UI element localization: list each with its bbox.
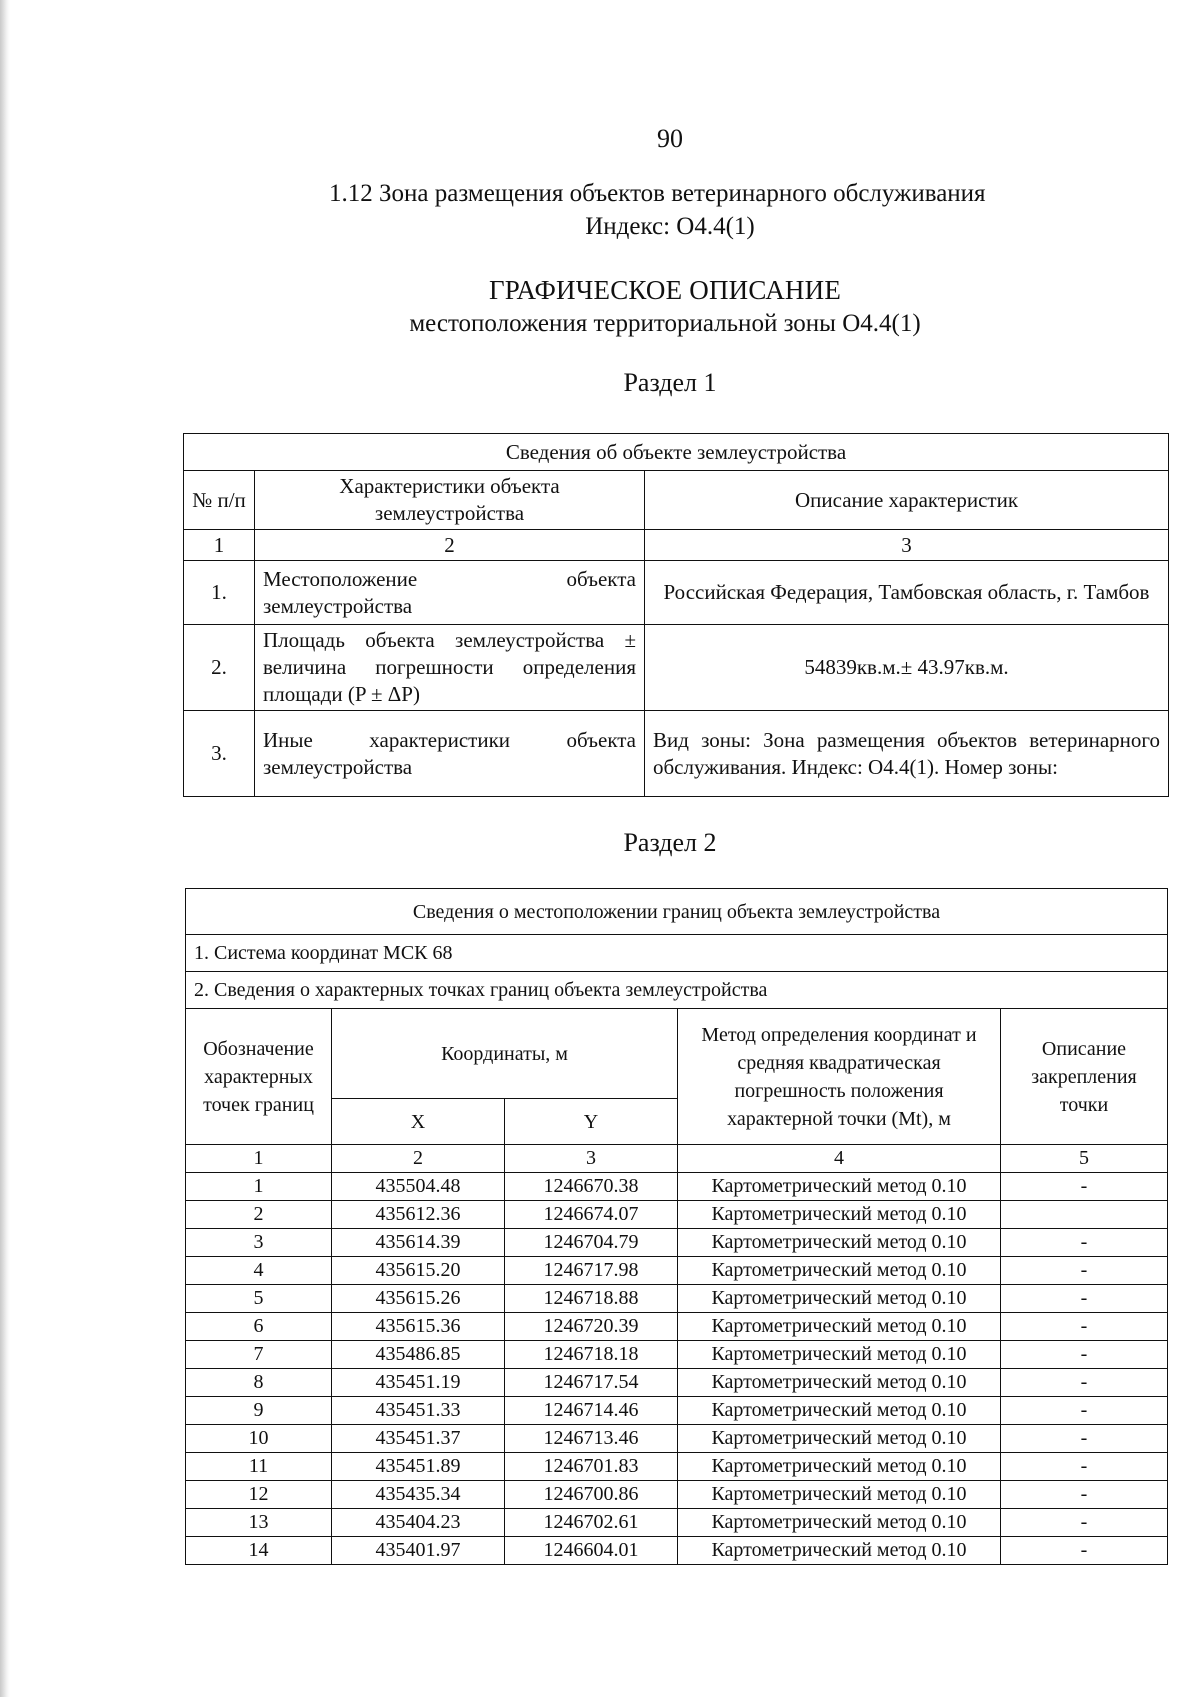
document-subtitle: местоположения территориальной зоны О4.4(1) xyxy=(409,310,921,337)
point-method: Картометрический метод 0.10 xyxy=(678,1397,1001,1425)
table-row xyxy=(186,1285,1168,1313)
header-y: Y xyxy=(505,1099,678,1145)
point-id: 13 xyxy=(186,1509,332,1537)
point-id: 4 xyxy=(186,1257,332,1285)
table-row xyxy=(186,1481,1168,1509)
point-id: 8 xyxy=(186,1369,332,1397)
coordinate-system: 1. Система координат МСК 68 xyxy=(186,935,1168,972)
point-y: 1246700.86 xyxy=(505,1481,678,1509)
point-fixing: - xyxy=(1001,1313,1168,1341)
point-method: Картометрический метод 0.10 xyxy=(678,1201,1001,1229)
point-fixing: - xyxy=(1001,1257,1168,1285)
point-fixing: - xyxy=(1001,1369,1168,1397)
point-y: 1246702.61 xyxy=(505,1509,678,1537)
table-row xyxy=(186,1257,1168,1285)
point-method: Картометрический метод 0.10 xyxy=(678,1425,1001,1453)
header-coordinates: Координаты, м xyxy=(332,1009,678,1099)
row-description: Вид зоны: Зона размещения объектов ветеринарного обслуживания. Индекс: О4.4(1). Номер зоны: xyxy=(645,711,1169,797)
point-method: Картометрический метод 0.10 xyxy=(678,1229,1001,1257)
table-row xyxy=(186,1369,1168,1397)
point-fixing xyxy=(1001,1201,1168,1229)
point-x: 435486.85 xyxy=(332,1341,505,1369)
table-row xyxy=(186,1509,1168,1537)
document-title: ГРАФИЧЕСКОЕ ОПИСАНИЕ xyxy=(488,275,842,305)
point-fixing: - xyxy=(1001,1229,1168,1257)
row-number: 1. xyxy=(184,561,255,625)
point-fixing: - xyxy=(1001,1285,1168,1313)
point-x: 435451.37 xyxy=(332,1425,505,1453)
point-fixing: - xyxy=(1001,1425,1168,1453)
row-characteristic: Иные характеристики объекта землеустройства xyxy=(255,711,645,797)
table-caption: Сведения о местоположении границ объекта землеустройства xyxy=(186,889,1168,935)
table-row xyxy=(186,1173,1168,1201)
table-row xyxy=(184,561,1169,625)
table-row xyxy=(186,1425,1168,1453)
header-num: № п/п xyxy=(184,471,255,530)
table-caption: Сведения об объекте землеустройства xyxy=(184,434,1169,471)
table-row xyxy=(186,1453,1168,1481)
point-id: 5 xyxy=(186,1285,332,1313)
point-method: Картометрический метод 0.10 xyxy=(678,1173,1001,1201)
point-id: 6 xyxy=(186,1313,332,1341)
points-caption: 2. Сведения о характерных точках границ объекта землеустройства xyxy=(186,972,1168,1009)
section-2-title: Раздел 2 xyxy=(623,828,717,857)
point-y: 1246720.39 xyxy=(505,1313,678,1341)
point-method: Картометрический метод 0.10 xyxy=(678,1481,1001,1509)
point-fixing: - xyxy=(1001,1481,1168,1509)
point-x: 435614.39 xyxy=(332,1229,505,1257)
point-method: Картометрический метод 0.10 xyxy=(678,1537,1001,1565)
row-number: 2. xyxy=(184,625,255,711)
point-x: 435451.33 xyxy=(332,1397,505,1425)
point-y: 1246670.38 xyxy=(505,1173,678,1201)
table-row xyxy=(186,1537,1168,1565)
row-characteristic: Площадь объекта землеустройства ± величина погрешности определения площади (P ± ΔP) xyxy=(255,625,645,711)
point-y: 1246674.07 xyxy=(505,1201,678,1229)
point-id: 9 xyxy=(186,1397,332,1425)
boundary-points-table xyxy=(185,888,1168,1565)
point-x: 435615.20 xyxy=(332,1257,505,1285)
row-description: 54839кв.м.± 43.97кв.м. xyxy=(645,625,1169,711)
point-x: 435615.26 xyxy=(332,1285,505,1313)
point-id: 11 xyxy=(186,1453,332,1481)
row-description: Российская Федерация, Тамбовская область, г. Тамбов xyxy=(645,561,1169,625)
point-method: Картометрический метод 0.10 xyxy=(678,1453,1001,1481)
point-fixing: - xyxy=(1001,1453,1168,1481)
header-description: Описание характеристик xyxy=(645,471,1169,530)
row-number: 3. xyxy=(184,711,255,797)
point-fixing: - xyxy=(1001,1173,1168,1201)
column-number: 2 xyxy=(332,1145,505,1173)
column-number: 3 xyxy=(505,1145,678,1173)
point-y: 1246718.18 xyxy=(505,1341,678,1369)
land-object-info-table xyxy=(183,433,1169,797)
point-fixing: - xyxy=(1001,1537,1168,1565)
point-method: Картометрический метод 0.10 xyxy=(678,1285,1001,1313)
column-number: 2 xyxy=(255,530,645,561)
point-fixing: - xyxy=(1001,1509,1168,1537)
header-designation: Обозначение характерных точек границ xyxy=(186,1009,332,1145)
row-characteristic: Местоположение объекта землеустройства xyxy=(255,561,645,625)
column-number: 1 xyxy=(186,1145,332,1173)
table-row xyxy=(186,1397,1168,1425)
point-y: 1246717.54 xyxy=(505,1369,678,1397)
header-x: X xyxy=(332,1099,505,1145)
header-characteristics: Характеристики объекта землеустройства xyxy=(255,471,645,530)
point-x: 435504.48 xyxy=(332,1173,505,1201)
column-numbers-row xyxy=(186,1145,1168,1173)
point-id: 2 xyxy=(186,1201,332,1229)
table-row xyxy=(186,1313,1168,1341)
header-method: Метод определения координат и средняя квадратическая погрешность положения характерной точки (Mt), м xyxy=(678,1009,1001,1145)
header-fixing: Описание закрепления точки xyxy=(1001,1009,1168,1145)
point-id: 7 xyxy=(186,1341,332,1369)
point-x: 435451.89 xyxy=(332,1453,505,1481)
point-method: Картометрический метод 0.10 xyxy=(678,1313,1001,1341)
point-x: 435401.97 xyxy=(332,1537,505,1565)
point-y: 1246714.46 xyxy=(505,1397,678,1425)
column-number: 5 xyxy=(1001,1145,1168,1173)
zone-heading: 1.12 Зона размещения объектов ветеринарного обслуживания xyxy=(329,180,986,207)
table-row xyxy=(186,1341,1168,1369)
point-x: 435615.36 xyxy=(332,1313,505,1341)
table-row xyxy=(186,1229,1168,1257)
point-x: 435612.36 xyxy=(332,1201,505,1229)
point-method: Картометрический метод 0.10 xyxy=(678,1257,1001,1285)
point-y: 1246701.83 xyxy=(505,1453,678,1481)
point-x: 435451.19 xyxy=(332,1369,505,1397)
point-id: 12 xyxy=(186,1481,332,1509)
column-number: 3 xyxy=(645,530,1169,561)
point-id: 14 xyxy=(186,1537,332,1565)
table-row xyxy=(184,625,1169,711)
point-y: 1246704.79 xyxy=(505,1229,678,1257)
point-fixing: - xyxy=(1001,1397,1168,1425)
point-method: Картометрический метод 0.10 xyxy=(678,1509,1001,1537)
point-y: 1246604.01 xyxy=(505,1537,678,1565)
zone-index: Индекс: О4.4(1) xyxy=(585,213,755,240)
point-id: 1 xyxy=(186,1173,332,1201)
column-number: 1 xyxy=(184,530,255,561)
point-x: 435435.34 xyxy=(332,1481,505,1509)
table-row xyxy=(186,1201,1168,1229)
column-number: 4 xyxy=(678,1145,1001,1173)
point-method: Картометрический метод 0.10 xyxy=(678,1341,1001,1369)
point-y: 1246717.98 xyxy=(505,1257,678,1285)
point-y: 1246718.88 xyxy=(505,1285,678,1313)
point-y: 1246713.46 xyxy=(505,1425,678,1453)
page-number: 90 xyxy=(657,124,683,153)
point-id: 10 xyxy=(186,1425,332,1453)
table-row xyxy=(184,711,1169,797)
point-method: Картометрический метод 0.10 xyxy=(678,1369,1001,1397)
section-1-title: Раздел 1 xyxy=(623,368,717,397)
point-fixing: - xyxy=(1001,1341,1168,1369)
point-x: 435404.23 xyxy=(332,1509,505,1537)
point-id: 3 xyxy=(186,1229,332,1257)
